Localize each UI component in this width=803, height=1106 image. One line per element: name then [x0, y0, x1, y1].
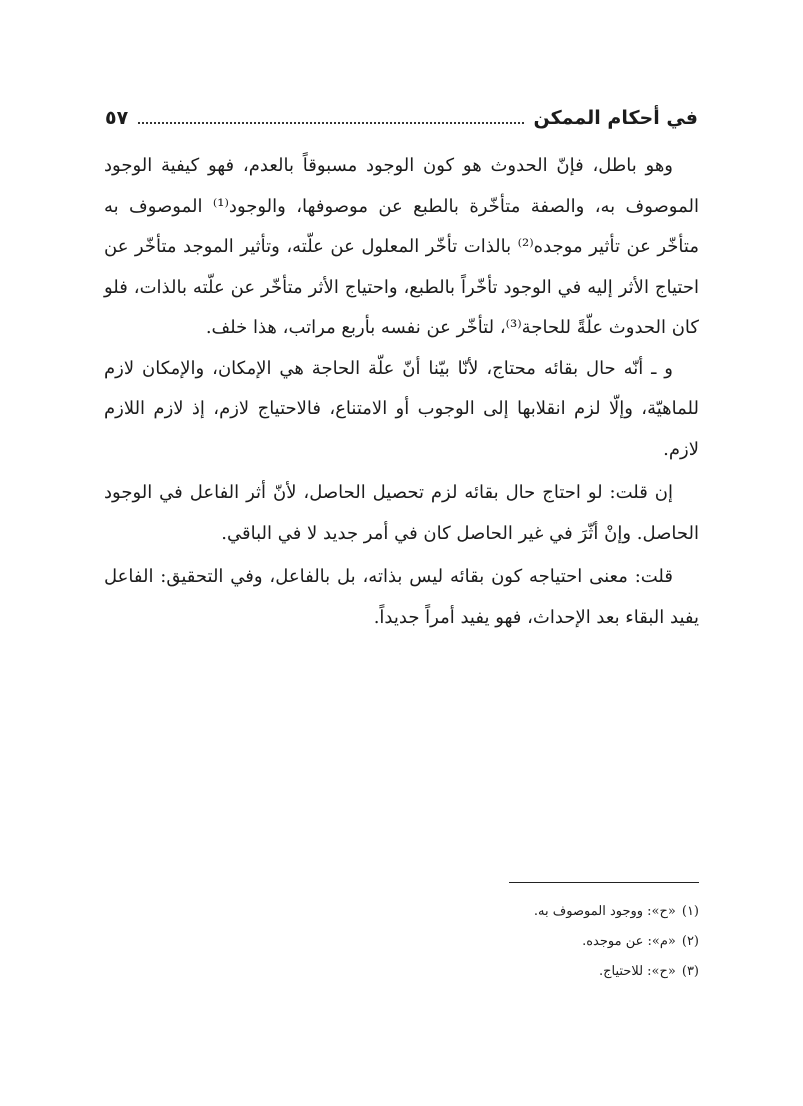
- page-number: ٥٧: [105, 107, 129, 129]
- footnote-separator: [509, 882, 699, 883]
- running-header-title: في أحكام الممكن: [533, 107, 698, 129]
- dotted-leader: [138, 122, 523, 124]
- footnote-mark: (٢): [681, 934, 699, 949]
- footnote-text: «ح»: للاحتياج.: [598, 964, 676, 979]
- footnote-text: «م»: عن موجده.: [582, 934, 676, 949]
- footnote-text: «ح»: ووجود الموصوف به.: [533, 904, 676, 919]
- main-text: [104, 146, 699, 638]
- footnotes: [279, 897, 699, 987]
- paragraph-2: و ـ أنّه حال بقائه محتاج، لأنّا بيّنا أنّ علّة الحاجة هي الإمكان، والإمكان لازم للماهيّة، وإلّا لزم انقلابها إلى الوجوب أو الامتناع، فالاحتياج لازم، إذ لازم اللازم لازم.: [104, 357, 699, 460]
- paragraph-4: قلت: معنى احتياجه كون بقائه ليس بذاته، بل بالفاعل، وفي التحقيق: الفاعل يفيد البقاء بعد الإحداث، فهو يفيد أمراً جديداً.: [104, 566, 699, 628]
- footnote-1: [279, 897, 699, 927]
- paragraph-3: إن قلت: لو احتاج حال بقائه لزم تحصيل الحاصل، لأنّ أثر الفاعل في الوجود الحاصل. وإنْ أثّرَ في غير الحاصل كان في أمر جديد لا في الباقي.: [104, 482, 699, 544]
- footnote-3: [279, 957, 699, 987]
- footnote-mark: (١): [681, 904, 699, 919]
- running-header: [105, 100, 698, 136]
- footnote-mark: (٣): [681, 964, 699, 979]
- footnote-2: [279, 927, 699, 957]
- paragraph-1: وهو باطل، فإنّ الحدوث هو كون الوجود مسبوقاً بالعدم، فهو كيفية الوجود الموصوف به، والصفة متأخّرة بالطبع عن موصوفها، والوجود⁽¹⁾ الموصوف به متأخّر عن تأثير موجده⁽²⁾ بالذات تأخّر المعلول عن علّته، وتأثير الموجد متأخّر عن احتياج الأثر إليه في الوجود تأخّراً بالطبع، واحتياج الأثر متأخّر عن علّته بالذات، فلو كان الحدوث علّةً للحاجة⁽³⁾، لتأخّر عن نفسه بأربع مراتب، هذا خلف.: [104, 155, 699, 338]
